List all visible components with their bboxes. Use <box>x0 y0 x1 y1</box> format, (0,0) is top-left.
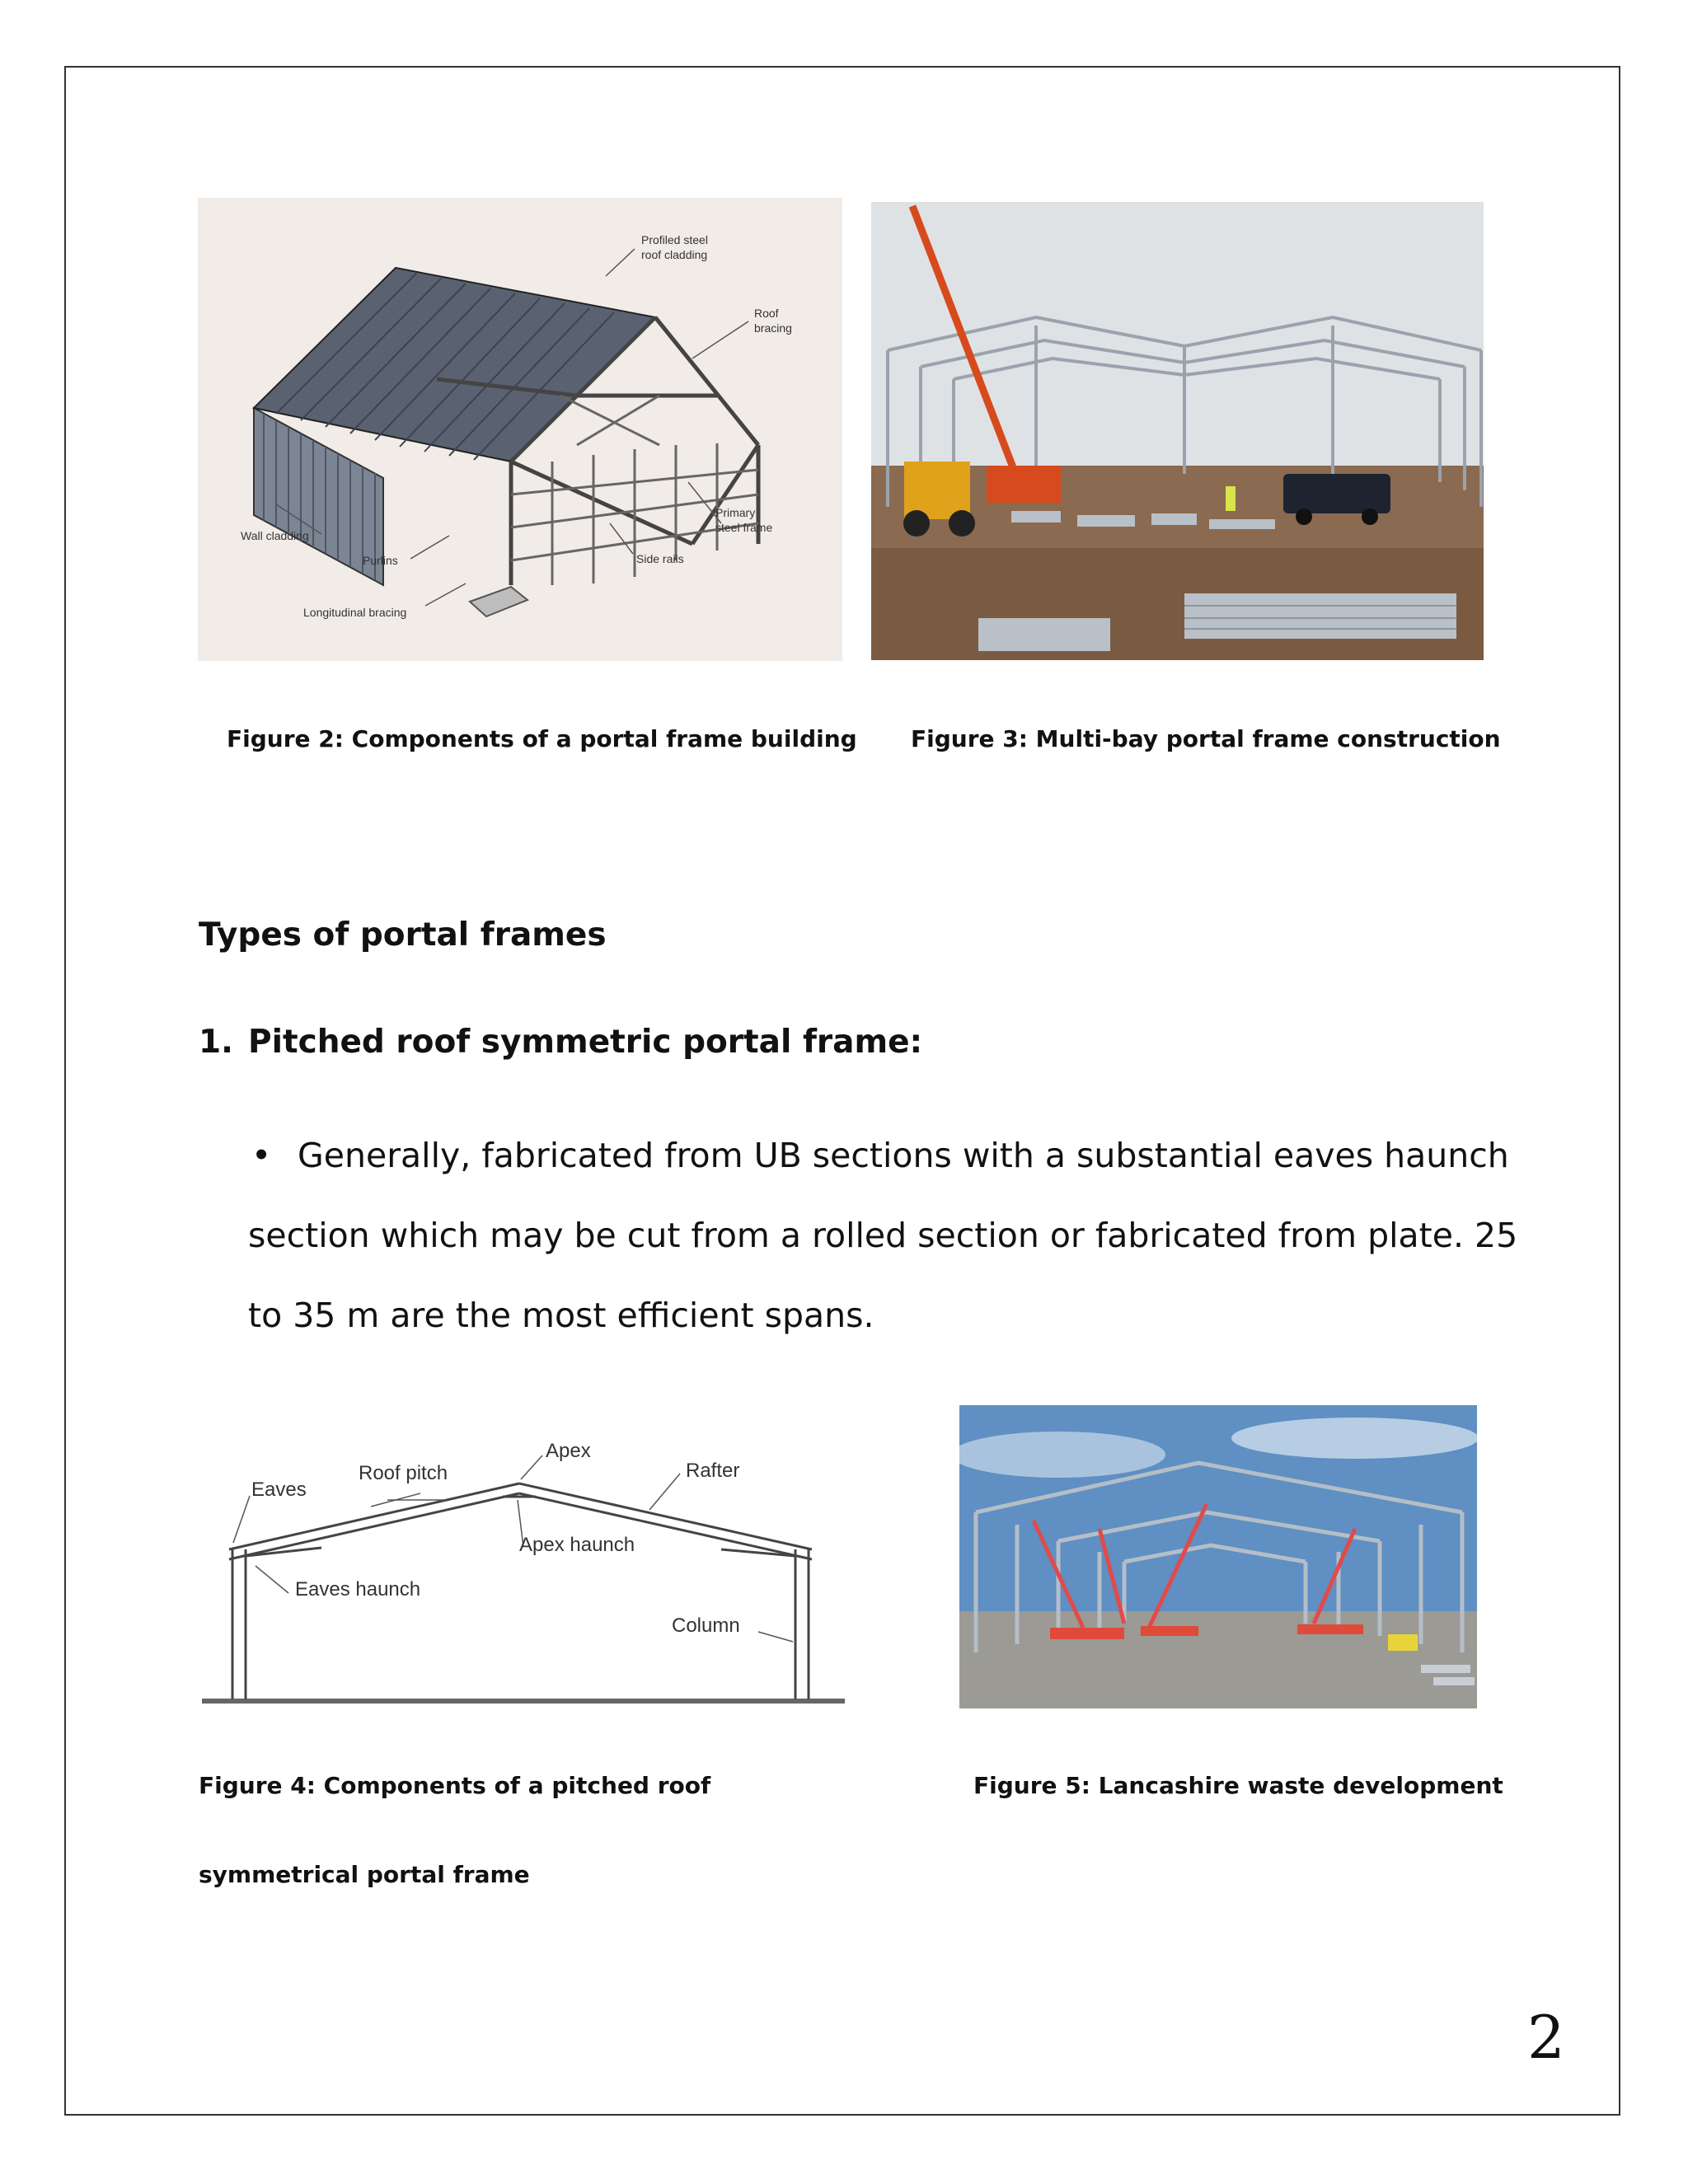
label-rafter: Rafter <box>686 1460 740 1482</box>
label-steel-frame: steel frame <box>715 521 773 534</box>
multi-bay-construction-illustration <box>871 202 1484 660</box>
label-side-rails: Side rails <box>636 552 684 565</box>
figure-2-image <box>198 198 842 661</box>
label-roof: Roof <box>754 307 779 320</box>
figure-4-caption-line-1: Figure 4: Components of a pitched roof <box>199 1772 711 1799</box>
page-number: 2 <box>1527 2003 1565 2072</box>
list-item-number: 1. <box>199 1024 233 1061</box>
figure-4-caption-line-2: symmetrical portal frame <box>199 1861 530 1888</box>
label-profiled-steel: Profiled steel <box>641 233 708 246</box>
label-eaves-haunch: Eaves haunch <box>295 1578 421 1601</box>
label-roof-cladding: roof cladding <box>641 248 708 261</box>
label-wall-cladding: Wall cladding <box>241 529 309 542</box>
label-eaves: Eaves <box>251 1479 307 1501</box>
label-longitudinal-bracing: Longitudinal bracing <box>303 606 407 619</box>
section-heading: Types of portal frames <box>199 916 607 954</box>
lancashire-development-illustration <box>959 1405 1477 1708</box>
figure-4-diagram <box>198 1434 849 1706</box>
figure-2-caption: Figure 2: Components of a portal frame building <box>227 725 857 752</box>
figure-5-photo <box>959 1405 1477 1708</box>
figure-5-caption: Figure 5: Lancashire waste development <box>973 1772 1503 1799</box>
portal-frame-building-diagram <box>198 198 842 661</box>
figure-3-photo <box>871 202 1484 660</box>
list-item-title: Pitched roof symmetric portal frame: <box>248 1024 923 1061</box>
label-purlins: Purlins <box>363 554 398 567</box>
bullet-line-2: section which may be cut from a rolled section or fabricated from plate. 25 <box>248 1216 1518 1255</box>
label-primary: Primary <box>715 506 756 519</box>
figure-3-caption: Figure 3: Multi-bay portal frame construction <box>911 725 1501 752</box>
label-column: Column <box>672 1615 740 1637</box>
label-apex: Apex <box>546 1440 591 1462</box>
label-apex-haunch: Apex haunch <box>519 1534 635 1556</box>
bullet-line-1: Generally, fabricated from UB sections with a substantial eaves haunch <box>298 1136 1509 1175</box>
label-bracing: bracing <box>754 321 792 335</box>
pitched-roof-frame-diagram <box>198 1434 849 1706</box>
label-roof-pitch: Roof pitch <box>359 1462 448 1484</box>
bullet-marker: • <box>251 1136 272 1175</box>
bullet-line-3: to 35 m are the most efficient spans. <box>248 1296 874 1335</box>
